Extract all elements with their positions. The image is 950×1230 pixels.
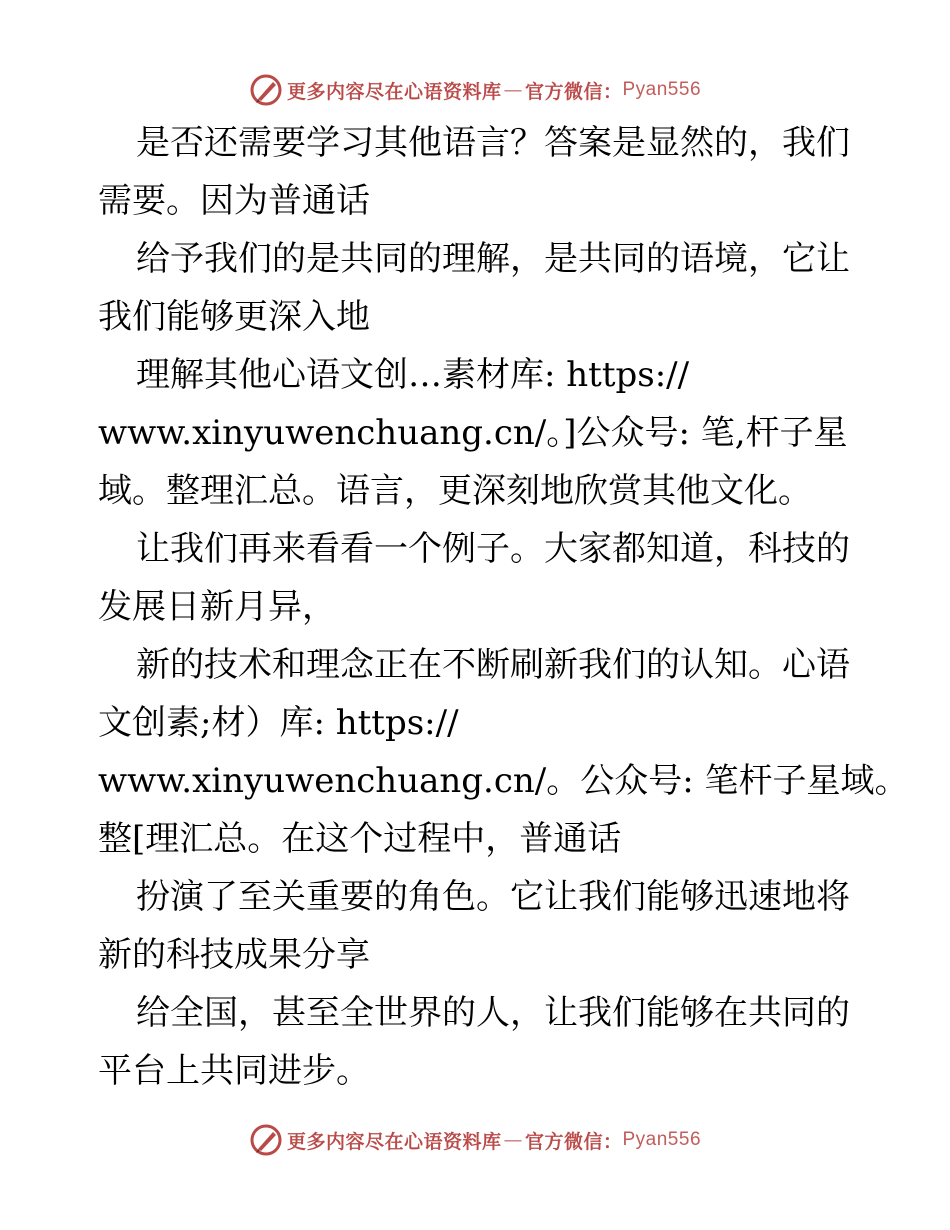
body-text [98,114,909,1100]
body-line: 给全国，甚至全世界的人，让我们能够在共同的 [136,993,850,1033]
body-line: 让我们再来看看一个例子。大家都知道，科技的 [136,529,850,569]
body-line: 发展日新月异， [98,587,336,627]
body-line: 新的技术和理念正在不断刷新我们的认知。心语 [136,645,850,685]
body-line: 是否还需要学习其他语言？答案是显然的，我们 [136,123,850,163]
pen-logo-icon [249,1123,283,1157]
body-line: www.xinyuwenchuang.cn/。公众号: 笔杆子星域。 [98,761,909,801]
header-contact-id: Pyan556 [622,79,702,100]
footer-contact-prefix: 官方微信： [524,1130,623,1153]
body-line: 新的科技成果分享 [98,935,370,975]
body-line: 理解其他心语文创…素材库: https:// [136,355,690,395]
body-line: 需要。因为普通话 [98,181,370,221]
body-line: 文创素;材）库: https:// [98,703,459,743]
header-banner [0,70,950,110]
body-line: www.xinyuwenchuang.cn/。]公众号: 笔,杆子星 [98,413,848,453]
body-line: 整[理汇总。在这个过程中，普通话 [98,819,622,859]
body-line: 我们能够更深入地 [98,297,370,337]
pen-logo-icon [249,73,283,107]
body-line: 扮演了至关重要的角色。它让我们能够迅速地将 [136,877,850,917]
header-separator: — [503,79,523,101]
footer-contact-id: Pyan556 [622,1129,702,1150]
body-line: 域。整理汇总。语言，更深刻地欣赏其他文化。 [98,471,812,511]
footer-separator: — [503,1129,523,1151]
body-line: 给予我们的是共同的理解，是共同的语境，它让 [136,239,850,279]
body-line: 平台上共同进步。 [98,1051,370,1091]
footer-banner [0,1120,950,1160]
header-brand-text: 更多内容尽在心语资料库 [286,80,502,103]
footer-brand-text: 更多内容尽在心语资料库 [286,1130,502,1153]
header-contact-prefix: 官方微信： [524,80,623,103]
